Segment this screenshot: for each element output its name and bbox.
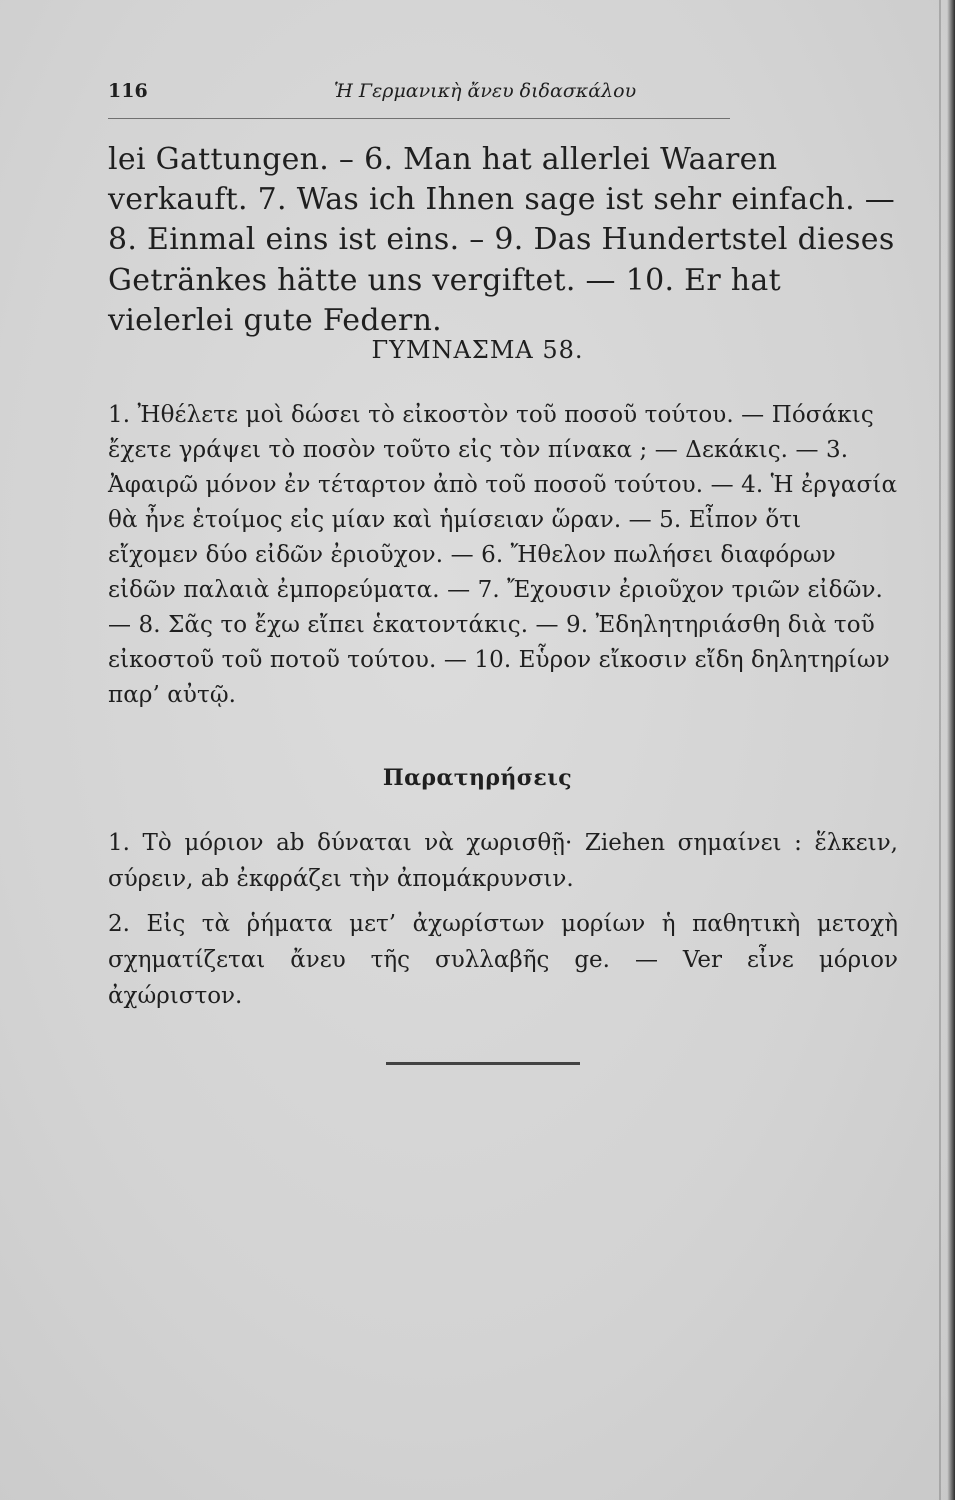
german-paragraph: lei Gattungen. – 6. Man hat allerlei Waaren verkauft. 7. Was ich Ihnen sage ist sehr einfach. — 8. Einmal eins ist eins. – 9. Das Hundertstel dieses Getränkes hätte uns vergiftet. — 10. Er hat vielerlei gute Federn. <box>108 142 896 338</box>
note-1: 1. Τὸ μόριον ab δύναται νὰ χωρισθῇ· Ziehen σημαίνει : ἕλκειν, σύρειν, ab ἐκφράζει τὴν ἀπομάκρυνσιν. <box>108 830 898 892</box>
page-binding-line <box>939 0 941 1500</box>
header-rule <box>108 118 730 122</box>
page-number: 116 <box>108 80 148 102</box>
exercise-title: ΓΥΜΝΑΣΜΑ 58. <box>371 336 584 364</box>
greek-exercise-text: 1. Ἠθέλετε μοὶ δώσει τὸ εἰκοστὸν τοῦ ποσοῦ τούτου. — Πόσάκις ἔχετε γράψει τὸ ποσὸν τοῦτο εἰς τὸν πίνακα ; — Δεκάκις. — 3. Ἀφαιρῶ μόνον ἐν τέταρτον ἀπὸ τοῦ ποσοῦ τούτου. — 4. Ἡ ἐργασία θὰ ἦνε ἑτοίμος εἰς μίαν καὶ ἡμίσειαν ὥραν. — 5. Εἶπον ὅτι εἴχομεν δύο εἰδῶν ἐριοῦχον. — 6. Ἤθελον πωλήσει διαφόρων εἰδῶν παλαιὰ ἐμπορεύματα. — 7. Ἔχουσιν ἐριοῦχον τριῶν εἰδῶν. — 8. Σᾶς το ἔχω εἴπει ἑκατοντάκις. — 9. Ἐδηλητηριάσθη διὰ τοῦ εἰκοστοῦ τοῦ ποτοῦ τούτου. — 10. Εὗρον εἴκοσιν εἴδη δηλητηρίων παρ’ αὐτῷ. <box>108 402 898 708</box>
running-title: Ἡ Γερμανικὴ ἄνευ διδασκάλου <box>334 80 637 102</box>
note-2: 2. Εἰς τὰ ῥήματα μετ’ ἀχωρίστων μορίων ἡ παθητικὴ μετοχὴ σχηματίζεται ἄνευ τῆς συλλαβῆς ge. — Ver εἶνε μόριον ἀχώριστον. <box>108 911 898 1009</box>
section-divider-ornament <box>386 1062 580 1065</box>
notes-section <box>108 826 898 1024</box>
page-edge-shadow <box>947 0 955 1500</box>
page-header <box>108 78 708 112</box>
notes-title: Παρατηρήσεις <box>382 765 573 791</box>
